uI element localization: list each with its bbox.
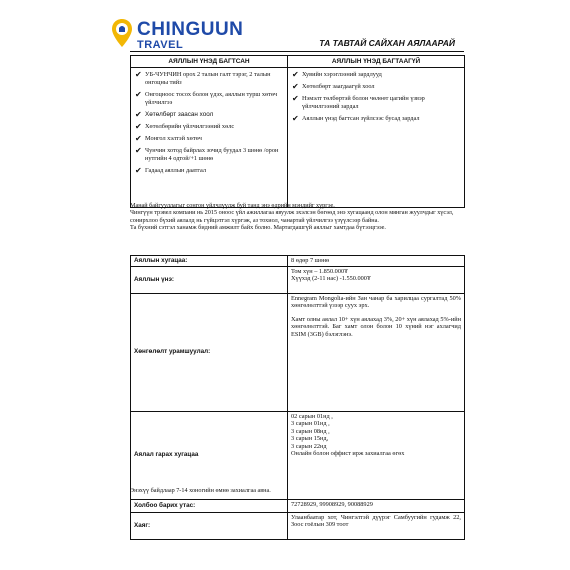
brand-name: CHINGUUN [137,19,244,40]
checkmark-icon: ✔ [292,70,299,79]
table-row [131,293,465,411]
brand-subname: TRAVEL [137,39,184,51]
list-item: ✔ Хөтөлбөрт заасан хоол [135,110,214,119]
discount-value [288,293,465,411]
checkmark-icon: ✔ [135,146,142,155]
list-item: ✔ УБ-ЧУНЧИН орох 2 талын галт тэрэг, 2 талын онгоцны тийз [135,70,271,86]
phone-label: Холбоо барих утас: [131,499,288,512]
list-item: ✔ Гадаад аяллын даатгал [135,166,206,175]
phone-value: 72728929, 99908929, 90088929 [288,499,465,512]
checkmark-icon: ✔ [135,90,142,99]
checkmark-icon: ✔ [292,114,299,123]
address-value: Улаанбаатар хот, Чингэлтэй дүүрэг Самбуугийн гудамж 22, Зоос гоёлын 309 тоот [288,512,465,539]
checkmark-icon: ✔ [135,166,142,175]
list-item: ✔ Нэмэлт төлбөртэй болон чөлөөт цагийн үзвэр үйлчилгээний зардал [292,94,425,110]
departure-label: Аялал гарах хугацаа [131,411,288,499]
footer-note: Энэхүү байдлаар 7-14 хоногийн өмнө захиалгаа авна. [130,487,271,494]
included-header: АЯЛЛЫН ҮНЭД БАГТСАН [131,56,288,68]
excluded-list [288,68,465,208]
list-item: ✔ Хөтөлбөрт заагдаагүй хоол [292,82,375,91]
duration-label: Аяллын хугацаа: [131,256,288,267]
intro-text [130,202,466,232]
checkmark-icon: ✔ [135,122,142,131]
departure-dates [288,411,465,499]
table-row [131,499,465,512]
map-pin-icon [111,18,133,48]
inclusions-table [130,55,465,208]
list-item: ✔ Монгол хэлтэй хөтөч [135,134,202,143]
departure-date: 3 сарын 08нд , [291,427,330,435]
intro-paragraph: Манай байгууллагыг сонгон үйлчлүүлж буй танд энэ өдрийн мэндийг хүргэе. [130,202,335,209]
list-item: ✔ Хувийн хэрэглээний зардлууд [292,70,382,79]
table-row [131,411,465,499]
list-item: ✔ Хөтөлбөрийн үйлчилгээний хөлс [135,122,235,131]
included-list [131,68,288,208]
discount-label: Хөнгөлөлт урамшуулал: [131,293,288,411]
address-label: Хаяг: [131,512,288,539]
intro-paragraph: Та бүхний сэтгэл ханамж бидний амжилт байх болно. Мартагдашгүй аяллыг хамтдаа бүтээцгээе. [130,224,386,232]
list-item: ✔ Аяллын үнэд багтсан зүйлсээс бусад зардал [292,114,420,123]
list-item: ✔ Чунчин хотод байрлах зочид буудал 3 шөнө /орон нутгийн 4 одтой/+1 шөнө [135,146,279,162]
trip-details-table [130,255,465,540]
departure-date: 3 сарын 01нд , [291,420,330,427]
header-divider [130,51,464,52]
price-child: Хүүхэд (2-11 нас) -1.550.000₮ [291,275,371,282]
excluded-header: АЯЛЛЫН ҮНЭД БАГТААГҮЙ [288,56,465,68]
price-value [288,266,465,293]
departure-date: 02 сарын 01нд , [291,412,333,420]
departure-date: 3 сарын 15нд, [291,435,329,442]
discount-paragraph: Хамт олны аялал 10+ хүн аялахад 3%, 20+ хүн аялахад 5%-ийн хөнгөлөлттэй. Баг хамт олон болон 10 хүний нэг ахлагчид ESIM (3GB) бэлэглэнэ. [291,315,461,338]
list-item: ✔ Онгоцноос тосох болон үдэх, аяллын турш хөтөч үйлчилгээ [135,90,278,106]
price-label: Аяллын үнэ: [131,266,288,293]
checkmark-icon: ✔ [292,94,299,103]
checkmark-icon: ✔ [135,134,142,143]
price-adult: Том хүн – 1.850.000₮ [291,267,348,275]
brand-logo [111,18,291,54]
table-row [131,266,465,293]
intro-paragraph: Чингүүн трэвел компани нь 2015 оноос үйл ажиллагаа явуулж эхэлсэн бөгөөд энэ хугацаанд олон мянган жуулчдыг хүсэл, сонирхлоо бүхий аялалд нь гүйцэтгэл хүргэж, аз тохиол, чанартай үйлчилгээ үзүүлсээр байна. [130,209,454,224]
table-row [131,256,465,267]
checkmark-icon: ✔ [135,110,142,119]
departure-date: 3 сарын 22нд [291,442,327,450]
table-row [131,512,465,539]
checkmark-icon: ✔ [135,70,142,79]
tagline: ТА ТАВТАЙ САЙХАН АЯЛААРАЙ [319,38,455,48]
discount-paragraph: Ennegram Mongolia-ийн Зан чанар ба харилцаа сургалтад 50% хөнгөлөлттэй үзээр суух эрх. [291,294,461,309]
checkmark-icon: ✔ [292,82,299,91]
booking-note: Онлайн болон оффист ирж захиалгаа өгөх [291,450,405,457]
duration-value: 8 өдөр 7 шөнө [288,256,465,267]
